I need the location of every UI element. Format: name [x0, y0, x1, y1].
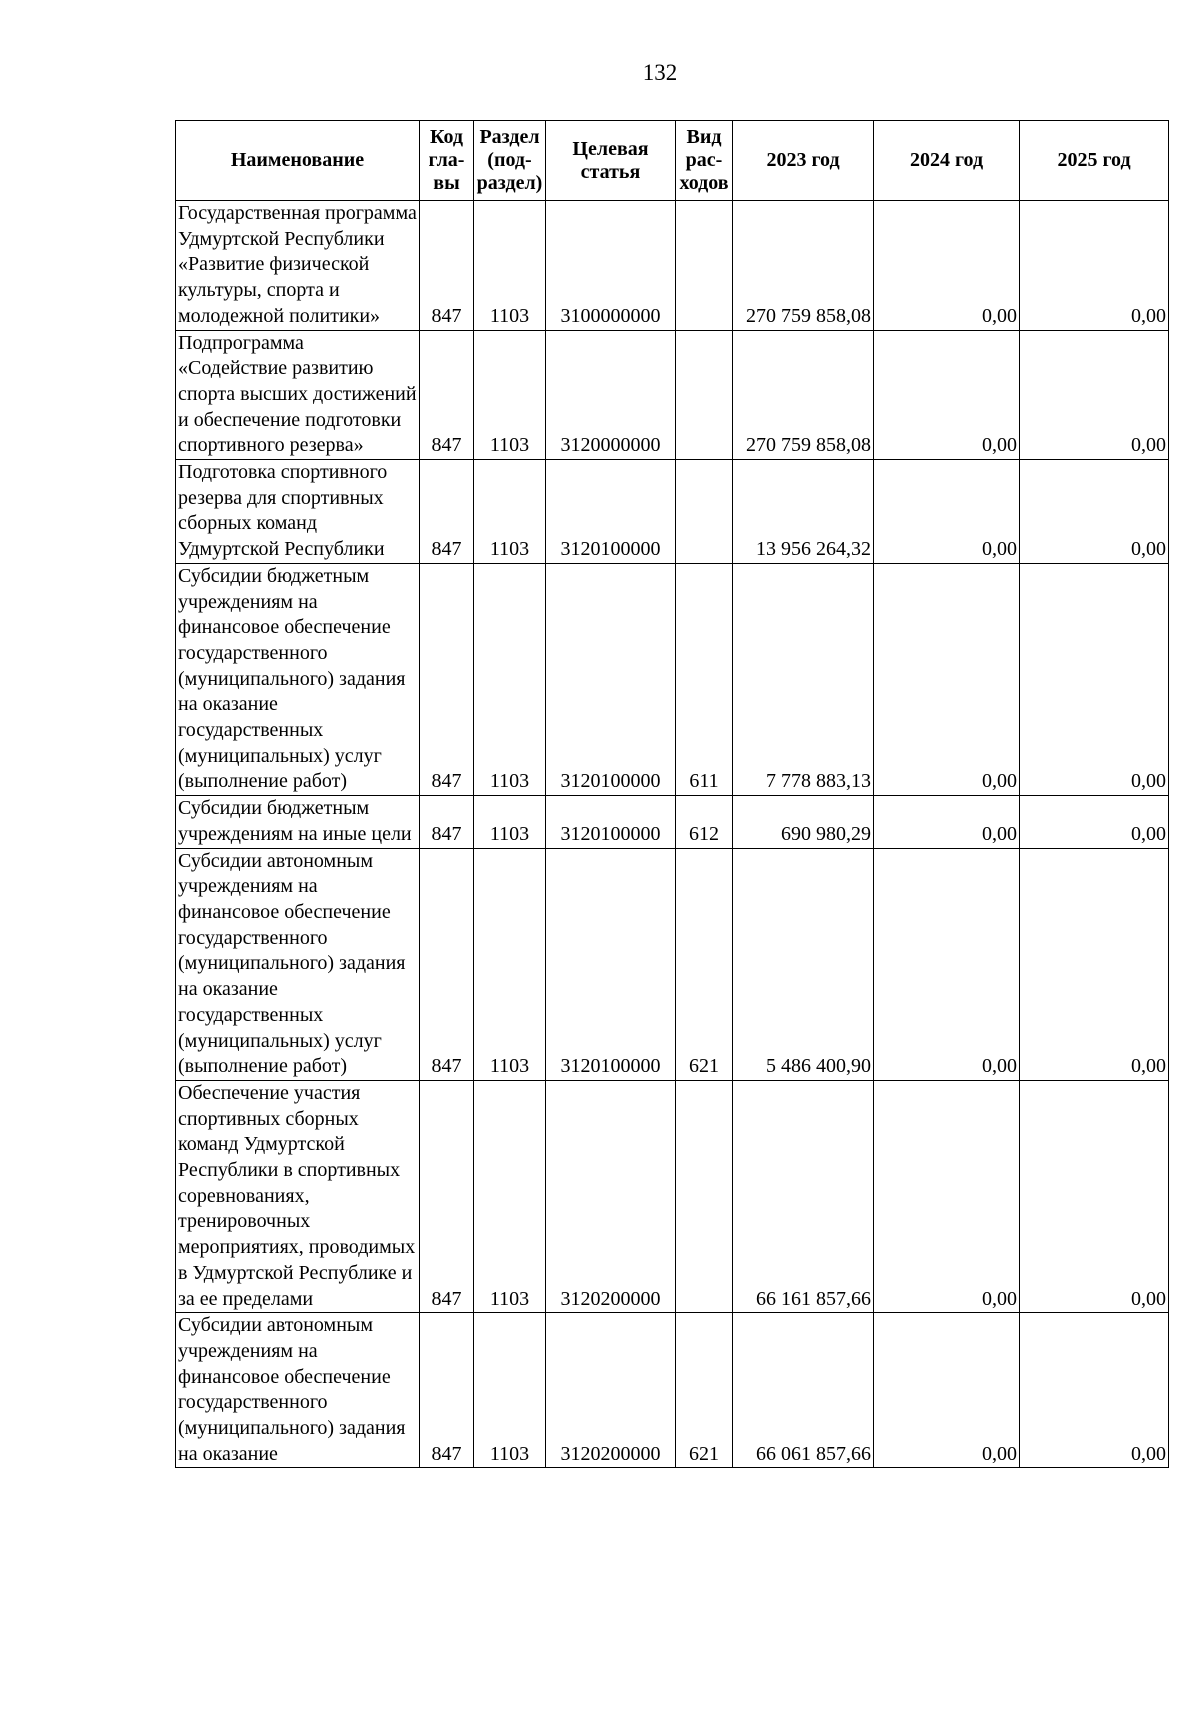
row-name: Государственная программа Удмуртской Республики «Развитие физической культуры, спорта и молодежной политики»: [176, 201, 420, 331]
row-target: 3120100000: [546, 460, 676, 564]
row-section: 1103: [474, 201, 546, 331]
header-target: Целевая статья: [546, 121, 676, 201]
table-row: [176, 201, 1169, 331]
table-row: [176, 1313, 1169, 1468]
row-name: Субсидии автономным учреждениям на финансовое обеспечение государственного (муниципального) задания на оказание государственных (муниципальных) услуг (выполнение работ): [176, 848, 420, 1080]
row-expense-type: 621: [676, 848, 733, 1080]
table-row: [176, 796, 1169, 848]
row-2023: 7 778 883,13: [733, 563, 874, 795]
row-2025: 0,00: [1020, 848, 1169, 1080]
row-name: Субсидии автономным учреждениям на финансовое обеспечение государственного (муниципального) задания на оказание: [176, 1313, 420, 1468]
table-row: [176, 330, 1169, 460]
row-2025: 0,00: [1020, 1313, 1169, 1468]
row-expense-type: 611: [676, 563, 733, 795]
row-name: Подпрограмма «Содействие развитию спорта высших достижений и обеспечение подготовки спортивного резерва»: [176, 330, 420, 460]
row-chapter: 847: [420, 563, 474, 795]
row-2024: 0,00: [874, 460, 1020, 564]
row-target: 3120100000: [546, 563, 676, 795]
row-target: 3120200000: [546, 1080, 676, 1312]
row-chapter: 847: [420, 201, 474, 331]
row-2024: 0,00: [874, 330, 1020, 460]
header-chapter: Код гла-вы: [420, 121, 474, 201]
row-name: Субсидии бюджетным учреждениям на иные цели: [176, 796, 420, 848]
row-2023: 270 759 858,08: [733, 330, 874, 460]
row-target: 3120100000: [546, 796, 676, 848]
row-expense-type: [676, 460, 733, 564]
table-row: [176, 563, 1169, 795]
row-section: 1103: [474, 796, 546, 848]
table-row: [176, 1080, 1169, 1312]
row-target: 3120100000: [546, 848, 676, 1080]
row-chapter: 847: [420, 1313, 474, 1468]
row-2024: 0,00: [874, 201, 1020, 331]
row-section: 1103: [474, 460, 546, 564]
row-section: 1103: [474, 848, 546, 1080]
row-2023: 690 980,29: [733, 796, 874, 848]
row-name: Обеспечение участия спортивных сборных команд Удмуртской Республики в спортивных соревнованиях, тренировочных мероприятиях, проводимых в Удмуртской Республике и за ее пределами: [176, 1080, 420, 1312]
row-target: 3100000000: [546, 201, 676, 331]
row-name: Подготовка спортивного резерва для спортивных сборных команд Удмуртской Республики: [176, 460, 420, 564]
budget-table: [175, 120, 1169, 1468]
row-2024: 0,00: [874, 563, 1020, 795]
row-2024: 0,00: [874, 848, 1020, 1080]
row-2025: 0,00: [1020, 563, 1169, 795]
row-expense-type: 621: [676, 1313, 733, 1468]
row-2024: 0,00: [874, 1313, 1020, 1468]
table-body: [176, 201, 1169, 1468]
row-name: Субсидии бюджетным учреждениям на финансовое обеспечение государственного (муниципального) задания на оказание государственных (муниципальных) услуг (выполнение работ): [176, 563, 420, 795]
row-2025: 0,00: [1020, 460, 1169, 564]
row-expense-type: 612: [676, 796, 733, 848]
row-2023: 270 759 858,08: [733, 201, 874, 331]
row-expense-type: [676, 201, 733, 331]
table-row: [176, 460, 1169, 564]
header-name: Наименование: [176, 121, 420, 201]
row-2024: 0,00: [874, 796, 1020, 848]
row-chapter: 847: [420, 460, 474, 564]
row-target: 3120200000: [546, 1313, 676, 1468]
row-2025: 0,00: [1020, 201, 1169, 331]
row-2025: 0,00: [1020, 330, 1169, 460]
table-header: [176, 121, 1169, 201]
row-2023: 5 486 400,90: [733, 848, 874, 1080]
row-2023: 13 956 264,32: [733, 460, 874, 564]
page-number: 132: [642, 60, 678, 85]
header-2024: 2024 год: [874, 121, 1020, 201]
row-2025: 0,00: [1020, 796, 1169, 848]
row-section: 1103: [474, 1313, 546, 1468]
table-row: [176, 848, 1169, 1080]
row-target: 3120000000: [546, 330, 676, 460]
row-2024: 0,00: [874, 1080, 1020, 1312]
row-expense-type: [676, 1080, 733, 1312]
row-chapter: 847: [420, 1080, 474, 1312]
row-2023: 66 161 857,66: [733, 1080, 874, 1312]
row-chapter: 847: [420, 330, 474, 460]
row-section: 1103: [474, 563, 546, 795]
header-section: Раздел (под-раздел): [474, 121, 546, 201]
row-chapter: 847: [420, 848, 474, 1080]
row-section: 1103: [474, 330, 546, 460]
header-2025: 2025 год: [1020, 121, 1169, 201]
row-chapter: 847: [420, 796, 474, 848]
row-2025: 0,00: [1020, 1080, 1169, 1312]
header-expense-type: Вид рас-ходов: [676, 121, 733, 201]
row-2023: 66 061 857,66: [733, 1313, 874, 1468]
row-expense-type: [676, 330, 733, 460]
row-section: 1103: [474, 1080, 546, 1312]
header-2023: 2023 год: [733, 121, 874, 201]
